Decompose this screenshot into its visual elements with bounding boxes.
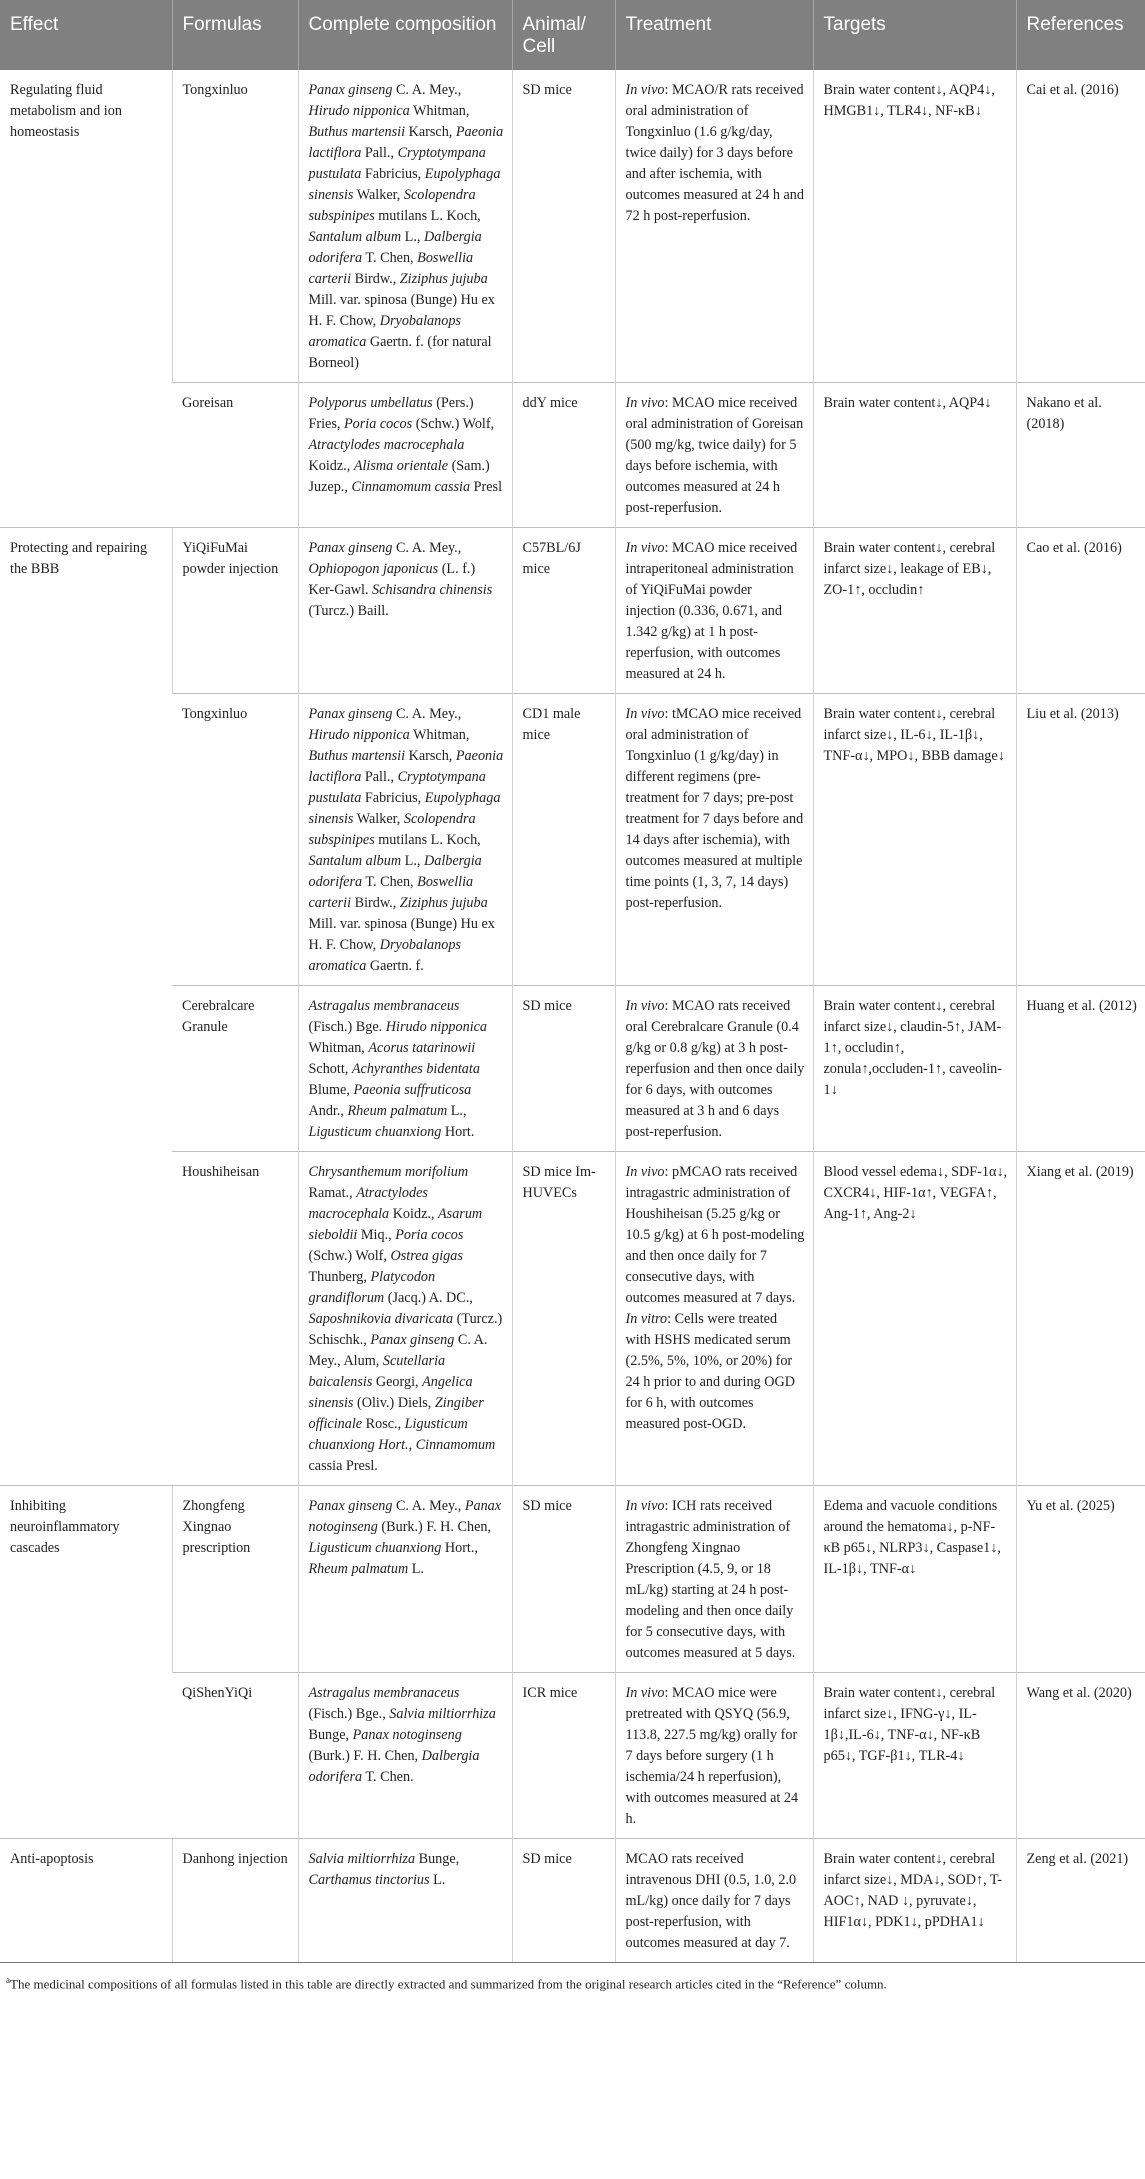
text-segment: (Jacq.) A. DC.,: [384, 1290, 473, 1306]
italic-segment: Angelica sinensis: [308, 1374, 473, 1411]
animal-cell: ICR mice: [512, 1673, 615, 1839]
reference-cell: Xiang et al. (2019): [1016, 1152, 1145, 1486]
text-segment: L.,: [401, 229, 424, 245]
italic-segment: Panax ginseng: [308, 1498, 393, 1514]
composition-cell: [298, 986, 512, 1152]
text-segment: (Schw.) Wolf,: [412, 416, 495, 432]
text-segment: Koidz.,: [389, 1206, 439, 1222]
italic-segment: Cryptotympana pustulata: [308, 769, 486, 806]
text-segment: Birdw.,: [351, 271, 400, 287]
formula-cell: Tongxinluo: [172, 694, 298, 986]
italic-segment: Dalbergia odorifera: [308, 229, 482, 266]
text-segment: Bunge,: [415, 1851, 460, 1867]
italic-segment: Panax notoginseng: [308, 1498, 502, 1535]
text-segment: T. Chen,: [362, 874, 418, 890]
text-segment: Schott,: [308, 1061, 352, 1077]
italic-segment: In vivo: [625, 1685, 665, 1701]
italic-segment: Eupolyphaga sinensis: [308, 166, 501, 203]
italic-segment: Salvia miltiorrhiza: [389, 1706, 496, 1722]
text-segment: C. A. Mey.,: [392, 82, 462, 98]
italic-segment: Dryobalanops aromatica: [308, 313, 461, 350]
text-segment: (Turcz.) Schischk.,: [308, 1311, 503, 1348]
italic-segment: In vivo: [625, 1164, 665, 1180]
italic-segment: Ophiopogon japonicus: [308, 561, 439, 577]
italic-segment: Scolopendra subspinipes: [308, 187, 476, 224]
text-segment: C. A. Mey.,: [392, 706, 462, 722]
text-segment: L.,: [401, 853, 424, 869]
header-animal-cell: Animal/ Cell: [512, 0, 615, 70]
text-segment: Koidz.,: [308, 458, 354, 474]
text-segment: (Pers.) Fries,: [308, 395, 474, 432]
animal-cell: SD mice Im-HUVECs: [512, 1152, 615, 1486]
italic-segment: Dryobalanops aromatica: [308, 937, 461, 974]
text-segment: Hort.,: [441, 1540, 478, 1556]
italic-segment: Buthus martensii: [308, 124, 406, 140]
animal-cell: C57BL/6J mice: [512, 528, 615, 694]
animal-cell: SD mice: [512, 70, 615, 383]
table-row: [0, 70, 1145, 383]
composition-cell: [298, 1673, 512, 1839]
header-targets: Targets: [813, 0, 1016, 70]
italic-segment: Alisma orientale: [353, 458, 449, 474]
table-row: [0, 694, 1145, 986]
formula-cell: YiQiFuMai powder injection: [172, 528, 298, 694]
table-footnote: [0, 1963, 1145, 1993]
header-composition: Complete composition: [298, 0, 512, 70]
footnote-marker: a: [6, 1975, 10, 1985]
italic-segment: Zingiber officinale: [308, 1395, 484, 1432]
text-segment: Andr.,: [308, 1103, 348, 1119]
italic-segment: In vivo: [625, 540, 665, 556]
text-segment: Whitman,: [409, 103, 470, 119]
targets-cell: Brain water content↓, cerebral infarct size↓, IL-6↓, IL-1β↓, TNF-α↓, MPO↓, BBB damage↓: [813, 694, 1016, 986]
treatment-cell: [615, 383, 813, 528]
text-segment: Birdw.,: [351, 895, 400, 911]
formula-cell: Goreisan: [172, 383, 298, 528]
text-segment: : MCAO mice received intraperitoneal administration of YiQiFuMai powder injection (0.336, 0.671, and 1.342 g/kg) at 1 h post-reperfusion, with outcomes measured at 24 h.: [625, 540, 798, 682]
reference-cell: Cao et al. (2016): [1016, 528, 1145, 694]
text-segment: Whitman,: [409, 727, 470, 743]
header-references: References: [1016, 0, 1145, 70]
italic-segment: Dalbergia odorifera: [308, 853, 482, 890]
composition-cell: [298, 70, 512, 383]
treatment-cell: [615, 1486, 813, 1673]
text-segment: Pall.,: [361, 145, 398, 161]
formula-cell: Danhong injection: [172, 1839, 298, 1963]
text-segment: : MCAO mice were pretreated with QSYQ (56.9, 113.8, 227.5 mg/kg) orally for 7 days before surgery (1 h ischemia/24 h reperfusion), with outcomes measured at 24 h.: [625, 1685, 799, 1827]
animal-cell: ddY mice: [512, 383, 615, 528]
italic-segment: Astragalus membranaceus: [308, 1685, 460, 1701]
italic-segment: Chrysanthemum morifolium: [308, 1164, 469, 1180]
text-segment: ,: [408, 1437, 416, 1453]
formula-cell: Tongxinluo: [172, 70, 298, 383]
text-segment: : MCAO rats received oral Cerebralcare Granule (0.4 g/kg or 0.8 g/kg) at 3 h post-reperfusion and then once daily for 6 days, with outcomes measured at 3 h and 6 days post-reperfusion.: [625, 998, 805, 1140]
text-segment: Mill. var. spinosa (Bunge) Hu ex H. F. Chow,: [308, 292, 495, 329]
treatment-cell: [615, 1839, 813, 1963]
italic-segment: Achyranthes bidentata: [351, 1061, 480, 1077]
text-segment: Georgi,: [372, 1374, 423, 1390]
italic-segment: Buthus martensii: [308, 748, 406, 764]
treatment-cell: [615, 694, 813, 986]
italic-segment: In vivo: [625, 998, 665, 1014]
italic-segment: Boswellia carterii: [308, 250, 474, 287]
italic-segment: Boswellia carterii: [308, 874, 474, 911]
table-row: [0, 1486, 1145, 1673]
text-segment: Ramat.,: [308, 1185, 357, 1201]
text-segment: : tMCAO mice received oral administration of Tongxinluo (1 g/kg/day) in different regimens (pre-treatment for 7 days; pre-post treatment for 7 days before and 14 days after ischemia), with outcomes measured at multiple time points (1, 3, 7, 14 days) post-reperfusion.: [625, 706, 804, 911]
effect-cell: Regulating fluid metabolism and ion homeostasis: [10, 82, 122, 140]
text-segment: Whitman,: [308, 1040, 369, 1056]
italic-segment: Hirudo nipponica: [385, 1019, 488, 1035]
text-segment: Thunberg,: [308, 1269, 371, 1285]
treatment-cell: [615, 528, 813, 694]
text-segment: T. Chen.: [362, 1769, 414, 1785]
text-segment: : Cells were treated with HSHS medicated serum (2.5%, 5%, 10%, or 20%) for 24 h prior to and during OGD for 6 h, with outcomes measured post-OGD.: [625, 1311, 795, 1432]
italic-segment: Paeonia lactiflora: [308, 748, 504, 785]
italic-segment: Cryptotympana pustulata: [308, 145, 486, 182]
italic-segment: Atractylodes macrocephala: [308, 1185, 428, 1222]
treatment-cell: [615, 70, 813, 383]
table-row: [0, 383, 1145, 528]
text-segment: Miq.,: [357, 1227, 396, 1243]
italic-segment: Ziziphus jujuba: [399, 271, 488, 287]
italic-segment: Platycodon grandiflorum: [308, 1269, 436, 1306]
targets-cell: Brain water content↓, AQP4↓: [813, 383, 1016, 528]
italic-segment: Poria cocos: [395, 1227, 464, 1243]
effect-cell: Protecting and repairing the BBB: [0, 528, 172, 1486]
targets-cell: Blood vessel edema↓, SDF-1α↓, CXCR4↓, HIF-1α↑, VEGFA↑, Ang-1↑, Ang-2↓: [813, 1152, 1016, 1486]
composition-cell: [298, 694, 512, 986]
italic-segment: Panax ginseng: [308, 82, 393, 98]
italic-segment: Saposhnikovia divaricata: [308, 1311, 454, 1327]
italic-segment: Ligusticum chuanxiong: [308, 1124, 442, 1140]
text-segment: Pall.,: [361, 769, 398, 785]
effect-cell: Anti-apoptosis: [0, 1839, 172, 1963]
italic-segment: Hirudo nipponica: [308, 103, 410, 119]
italic-segment: Hirudo nipponica: [308, 727, 410, 743]
text-segment: L.,: [447, 1103, 467, 1119]
table-row: [0, 1673, 1145, 1839]
table-header: [0, 0, 1145, 70]
italic-segment: Cinnamomum cassia: [351, 479, 471, 495]
italic-segment: Santalum album: [308, 853, 402, 869]
footnote-text: The medicinal compositions of all formulas listed in this table are directly extracted and summarized from the original research articles cited in the “Reference” column.: [10, 1976, 887, 1992]
effect-cell: Inhibiting neuroinflammatory cascades: [0, 1486, 172, 1839]
italic-segment: Ligusticum chuanxiong: [308, 1540, 442, 1556]
italic-segment: Astragalus membranaceus: [308, 998, 460, 1014]
reference-cell: Nakano et al. (2018): [1016, 383, 1145, 528]
text-segment: : pMCAO rats received intragastric administration of Houshiheisan (5.25 g/kg or 10.5 g/kg) at 6 h post-modeling and then once daily for 7 consecutive days, with outcomes measured at 7 days.: [625, 1164, 805, 1306]
header-formulas: Formulas: [172, 0, 298, 70]
text-segment: (Fisch.) Bge.,: [308, 1706, 390, 1722]
text-segment: : MCAO/R rats received oral administration of Tongxinluo (1.6 g/kg/day, twice daily) for 3 days before and after ischemia, with outcomes measured at 24 h and 72 h post-reperfusion.: [625, 82, 804, 224]
text-segment: (Schw.) Wolf,: [308, 1248, 391, 1264]
text-segment: L.: [408, 1561, 424, 1577]
italic-segment: Panax ginseng: [308, 706, 393, 722]
text-segment: mutilans L. Koch,: [374, 832, 481, 848]
text-segment: Gaertn. f. (for natural Borneol): [308, 334, 492, 371]
reference-cell: Huang et al. (2012): [1016, 986, 1145, 1152]
text-segment: mutilans L. Koch,: [374, 208, 481, 224]
italic-segment: Carthamus tinctorius: [308, 1872, 430, 1888]
italic-segment: Ziziphus jujuba: [399, 895, 488, 911]
italic-segment: Paeonia suffruticosa: [353, 1082, 472, 1098]
text-segment: Bunge,: [308, 1727, 353, 1743]
composition-cell: [298, 1839, 512, 1963]
text-segment: Mill. var. spinosa (Bunge) Hu ex H. F. Chow,: [308, 916, 495, 953]
text-segment: Fabricius,: [361, 790, 425, 806]
italic-segment: Polyporus umbellatus: [308, 395, 433, 411]
italic-segment: Paeonia lactiflora: [308, 124, 504, 161]
italic-segment: Dalbergia odorifera: [308, 1748, 480, 1785]
treatment-cell: [615, 986, 813, 1152]
text-segment: T. Chen,: [362, 250, 418, 266]
targets-cell: Brain water content↓, cerebral infarct size↓, IFNG-γ↓, IL-1β↓,IL-6↓, TNF-α↓, NF-κB p65↓, TGF-β1↓, TLR-4↓: [813, 1673, 1016, 1839]
text-segment: Blume,: [308, 1082, 354, 1098]
italic-segment: Panax ginseng: [370, 1332, 455, 1348]
reference-cell: Wang et al. (2020): [1016, 1673, 1145, 1839]
composition-cell: [298, 1486, 512, 1673]
table-body: [0, 70, 1145, 1963]
composition-cell: [298, 383, 512, 528]
italic-segment: Rheum palmatum: [308, 1561, 409, 1577]
text-segment: Gaertn. f.: [366, 958, 424, 974]
reference-cell: Zeng et al. (2021): [1016, 1839, 1145, 1963]
formula-cell: Houshiheisan: [172, 1152, 298, 1486]
italic-segment: Cinnamomum: [415, 1437, 496, 1453]
text-segment: C. A. Mey., Alum,: [308, 1332, 488, 1369]
targets-cell: Brain water content↓, AQP4↓, HMGB1↓, TLR4↓, NF-κB↓: [813, 70, 1016, 383]
text-segment: Hort.: [441, 1124, 475, 1140]
text-segment: C. A. Mey.,: [392, 1498, 465, 1514]
text-segment: (Sam.) Juzep.,: [308, 458, 490, 495]
italic-segment: In vivo: [625, 706, 665, 722]
text-segment: C. A. Mey.,: [392, 540, 462, 556]
text-segment: (Fisch.) Bge.: [308, 1019, 386, 1035]
text-segment: (Turcz.) Baill.: [308, 603, 389, 619]
italic-segment: In vitro: [625, 1311, 668, 1327]
text-segment: (L. f.) Ker-Gawl.: [308, 561, 476, 598]
italic-segment: Rheum palmatum: [347, 1103, 448, 1119]
italic-segment: In vivo: [625, 1498, 665, 1514]
table-row: [0, 1152, 1145, 1486]
formula-cell: Cerebralcare Granule: [172, 986, 298, 1152]
text-segment: L.: [429, 1872, 446, 1888]
treatment-cell: [615, 1152, 813, 1486]
header-effect: Effect: [0, 0, 172, 70]
targets-cell: Edema and vacuole conditions around the hematoma↓, p-NF-κB p65↓, NLRP3↓, Caspase1↓, IL-1β↓, TNF-α↓: [813, 1486, 1016, 1673]
text-segment: Karsch,: [405, 748, 456, 764]
text-segment: : ICH rats received intragastric administration of Zhongfeng Xingnao Prescription (4.5, 9, or 18 mL/kg) starting at 24 h post-modeling and then once daily for 5 consecutive days, with outcomes measured at 5 days.: [625, 1498, 796, 1661]
italic-segment: Ostrea gigas: [390, 1248, 463, 1264]
targets-cell: Brain water content↓, cerebral infarct size↓, claudin-5↑, JAM-1↑, occludin↑, zonula↑,occluden-1↑, caveolin-1↓: [813, 986, 1016, 1152]
animal-cell: SD mice: [512, 1486, 615, 1673]
text-segment: (Burk.) F. H. Chen,: [377, 1519, 492, 1535]
text-segment: Karsch,: [405, 124, 456, 140]
italic-segment: Acorus tatarinowii: [368, 1040, 476, 1056]
targets-cell: Brain water content↓, cerebral infarct size↓, leakage of EB↓, ZO-1↑, occludin↑: [813, 528, 1016, 694]
targets-cell: Brain water content↓, cerebral infarct size↓, MDA↓, SOD↑, T-AOC↑, NAD ↓, pyruvate↓, HIF1α↓, PDK1↓, pPDHA1↓: [813, 1839, 1016, 1963]
italic-segment: Poria cocos: [343, 416, 413, 432]
italic-segment: Scolopendra subspinipes: [308, 811, 476, 848]
text-segment: Presl: [470, 479, 503, 495]
text-segment: Fabricius,: [361, 166, 425, 182]
composition-cell: [298, 1152, 512, 1486]
text-segment: Walker,: [353, 811, 404, 827]
table-row: [0, 1839, 1145, 1963]
italic-segment: Schisandra chinensis: [372, 582, 493, 598]
italic-segment: Scutellaria baicalensis: [308, 1353, 446, 1390]
table-row: [0, 986, 1145, 1152]
text-segment: (Oliv.) Diels,: [353, 1395, 435, 1411]
table-row: [0, 528, 1145, 694]
italic-segment: Ligusticum chuanxiong Hort.: [308, 1416, 468, 1453]
formula-cell: Zhongfeng Xingnao prescription: [172, 1486, 298, 1673]
composition-cell: [298, 528, 512, 694]
header-treatment: Treatment: [615, 0, 813, 70]
text-segment: (Burk.) F. H. Chen,: [308, 1748, 422, 1764]
formula-cell: QiShenYiQi: [172, 1673, 298, 1839]
italic-segment: Panax ginseng: [308, 540, 393, 556]
italic-segment: In vivo: [625, 82, 665, 98]
text-segment: MCAO rats received intravenous DHI (0.5, 1.0, 2.0 mL/kg) once daily for 7 days post-reperfusion, with outcomes measured at day 7.: [625, 1851, 797, 1951]
italic-segment: In vivo: [625, 395, 665, 411]
text-segment: Rosc.,: [362, 1416, 405, 1432]
reference-cell: Yu et al. (2025): [1016, 1486, 1145, 1673]
italic-segment: Panax notoginseng: [352, 1727, 462, 1743]
animal-cell: SD mice: [512, 1839, 615, 1963]
text-segment: cassia Presl.: [308, 1458, 378, 1474]
italic-segment: Asarum sieboldii: [308, 1206, 483, 1243]
reference-cell: Liu et al. (2013): [1016, 694, 1145, 986]
animal-cell: SD mice: [512, 986, 615, 1152]
text-segment: Walker,: [353, 187, 404, 203]
animal-cell: CD1 male mice: [512, 694, 615, 986]
italic-segment: Atractylodes macrocephala: [308, 437, 465, 453]
italic-segment: Eupolyphaga sinensis: [308, 790, 501, 827]
treatment-cell: [615, 1673, 813, 1839]
italic-segment: Salvia miltiorrhiza: [308, 1851, 416, 1867]
text-segment: : MCAO mice received oral administration of Goreisan (500 mg/kg, twice daily) for 5 days before ischemia, with outcomes measured at 24 h post-reperfusion.: [625, 395, 804, 516]
italic-segment: Santalum album: [308, 229, 402, 245]
reference-cell: Cai et al. (2016): [1016, 70, 1145, 383]
